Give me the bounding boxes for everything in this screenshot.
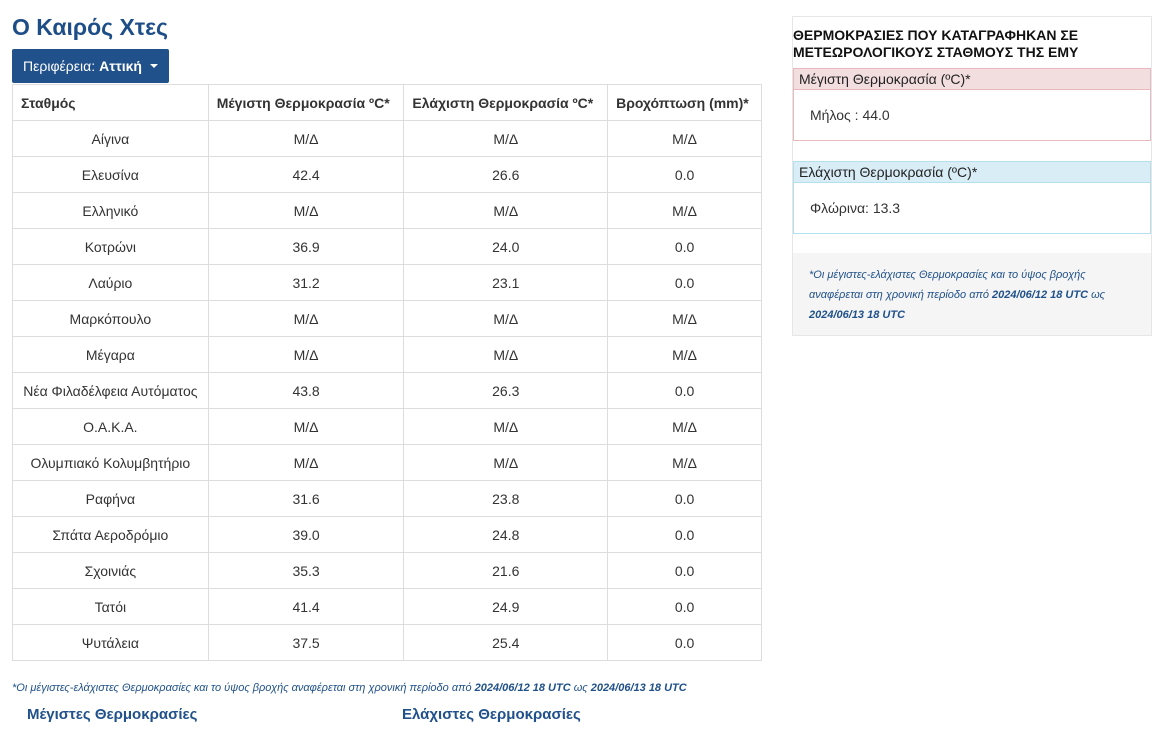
footnote-middle: ως xyxy=(570,682,591,694)
rain-value: 0.0 xyxy=(608,481,762,517)
sidebar-title: ΘΕΡΜΟΚΡΑΣΙΕΣ ΠΟΥ ΚΑΤΑΓΡΑΦΗΚΑΝ ΣΕ ΜΕΤΕΩΡΟΛΟΓΙΚΟΥΣ ΣΤΑΘΜΟΥΣ ΤΗΣ ΕΜΥ xyxy=(793,27,1079,60)
rain-value: Μ/Δ xyxy=(608,337,762,373)
region-dropdown-button[interactable] xyxy=(12,49,169,83)
table-body xyxy=(13,121,762,661)
rain-value: Μ/Δ xyxy=(608,121,762,157)
max-temp-value: 35.3 xyxy=(208,553,404,589)
min-temp-value: Μ/Δ xyxy=(404,337,608,373)
rain-value: 0.0 xyxy=(608,373,762,409)
table-row xyxy=(13,409,762,445)
max-temp-value: 39.0 xyxy=(208,517,404,553)
rain-value: Μ/Δ xyxy=(608,445,762,481)
station-name: Ραφήνα xyxy=(13,481,209,517)
station-name: Ολυμπιακό Κολυμβητήριο xyxy=(13,445,209,481)
rain-value: 0.0 xyxy=(608,553,762,589)
min-temp-value: 24.0 xyxy=(404,229,608,265)
station-name: Κοτρώνι xyxy=(13,229,209,265)
min-temp-panel-value: Φλώρινα: 13.3 xyxy=(794,183,1150,233)
max-temp-panel xyxy=(793,68,1151,141)
table-row xyxy=(13,157,762,193)
min-temp-value: 26.6 xyxy=(404,157,608,193)
table-row xyxy=(13,265,762,301)
rain-value: 0.0 xyxy=(608,517,762,553)
sidebar-footnote-prefix: *Οι μέγιστες-ελάχιστες Θερμοκρασίες και το ύψος βροχής αναφέρεται στη χρονική περίοδο από xyxy=(809,269,1086,301)
station-name: Σπάτα Αεροδρόμιο xyxy=(13,517,209,553)
min-temp-value: Μ/Δ xyxy=(404,193,608,229)
table-row xyxy=(13,301,762,337)
caret-down-icon xyxy=(150,64,158,68)
header-station: Σταθμός xyxy=(13,85,209,121)
min-temp-panel-title: Ελάχιστη Θερμοκρασία (ºC)* xyxy=(794,162,1150,183)
rain-value: Μ/Δ xyxy=(608,301,762,337)
max-temp-value: 41.4 xyxy=(208,589,404,625)
table-row xyxy=(13,481,762,517)
header-max-temp: Μέγιστη Θερμοκρασία ºC* xyxy=(208,85,404,121)
table-row xyxy=(13,373,762,409)
max-temp-value: 31.2 xyxy=(208,265,404,301)
max-temp-value: Μ/Δ xyxy=(208,445,404,481)
footnote xyxy=(12,682,687,694)
table-row xyxy=(13,589,762,625)
station-name: Μέγαρα xyxy=(13,337,209,373)
table-row xyxy=(13,337,762,373)
table-row xyxy=(13,553,762,589)
max-temp-value: Μ/Δ xyxy=(208,409,404,445)
station-name: Ελευσίνα xyxy=(13,157,209,193)
table-row xyxy=(13,517,762,553)
region-label: Περιφέρεια: xyxy=(23,58,96,74)
station-name: Ψυτάλεια xyxy=(13,625,209,661)
station-name: Αίγινα xyxy=(13,121,209,157)
footnote-to: 2024/06/13 18 UTC xyxy=(590,682,687,694)
rain-value: 0.0 xyxy=(608,589,762,625)
footnote-prefix: *Οι μέγιστες-ελάχιστες Θερμοκρασίες και το ύψος βροχής αναφέρεται στη χρονική περίοδο από xyxy=(12,682,475,694)
rain-value: 0.0 xyxy=(608,229,762,265)
station-name: Ο.Α.Κ.Α. xyxy=(13,409,209,445)
table-row xyxy=(13,121,762,157)
header-rain: Βροχόπτωση (mm)* xyxy=(608,85,762,121)
station-name: Σχοινιάς xyxy=(13,553,209,589)
min-temps-link[interactable]: Ελάχιστες Θερμοκρασίες xyxy=(402,706,581,723)
sidebar-box xyxy=(792,16,1152,336)
rain-value: Μ/Δ xyxy=(608,193,762,229)
rain-value: 0.0 xyxy=(608,265,762,301)
station-name: Τατόι xyxy=(13,589,209,625)
max-temp-value: 43.8 xyxy=(208,373,404,409)
max-temps-link[interactable]: Μέγιστες Θερμοκρασίες xyxy=(27,706,198,723)
max-temp-value: Μ/Δ xyxy=(208,337,404,373)
max-temp-value: 31.6 xyxy=(208,481,404,517)
sidebar-footnote-middle: ως xyxy=(1088,289,1106,301)
max-temp-value: Μ/Δ xyxy=(208,193,404,229)
max-temp-value: 36.9 xyxy=(208,229,404,265)
min-temp-value: Μ/Δ xyxy=(404,121,608,157)
max-temp-value: Μ/Δ xyxy=(208,121,404,157)
min-temp-value: 26.3 xyxy=(404,373,608,409)
table-row xyxy=(13,229,762,265)
table-row xyxy=(13,625,762,661)
page-title: Ο Καιρός Χτες xyxy=(12,14,169,40)
region-value: Αττική xyxy=(99,58,142,74)
min-temp-value: Μ/Δ xyxy=(404,445,608,481)
table-header-row xyxy=(13,85,762,121)
station-name: Νέα Φιλαδέλφεια Αυτόματος xyxy=(13,373,209,409)
min-temp-value: 24.9 xyxy=(404,589,608,625)
sidebar-footnote-from: 2024/06/12 18 UTC xyxy=(992,289,1089,301)
min-temp-panel xyxy=(793,161,1151,234)
header-min-temp: Ελάχιστη Θερμοκρασία ºC* xyxy=(404,85,608,121)
table-row xyxy=(13,445,762,481)
station-name: Ελληνικό xyxy=(13,193,209,229)
stations-table xyxy=(12,84,762,661)
min-temp-value: 23.1 xyxy=(404,265,608,301)
min-temp-value: 25.4 xyxy=(404,625,608,661)
min-temp-value: 24.8 xyxy=(404,517,608,553)
max-temp-value: 37.5 xyxy=(208,625,404,661)
min-temp-value: Μ/Δ xyxy=(404,301,608,337)
min-temp-value: 21.6 xyxy=(404,553,608,589)
max-temp-panel-value: Μήλος : 44.0 xyxy=(794,90,1150,140)
footnote-from: 2024/06/12 18 UTC xyxy=(474,682,571,694)
sidebar-footnote xyxy=(809,265,1139,325)
max-temp-value: Μ/Δ xyxy=(208,301,404,337)
rain-value: 0.0 xyxy=(608,625,762,661)
sidebar-footnote-to: 2024/06/13 18 UTC xyxy=(809,309,906,321)
station-name: Λαύριο xyxy=(13,265,209,301)
min-temp-value: Μ/Δ xyxy=(404,409,608,445)
min-temp-value: 23.8 xyxy=(404,481,608,517)
rain-value: Μ/Δ xyxy=(608,409,762,445)
station-name: Μαρκόπουλο xyxy=(13,301,209,337)
rain-value: 0.0 xyxy=(608,157,762,193)
table-row xyxy=(13,193,762,229)
max-temp-panel-title: Μέγιστη Θερμοκρασία (ºC)* xyxy=(794,69,1150,90)
max-temp-value: 42.4 xyxy=(208,157,404,193)
